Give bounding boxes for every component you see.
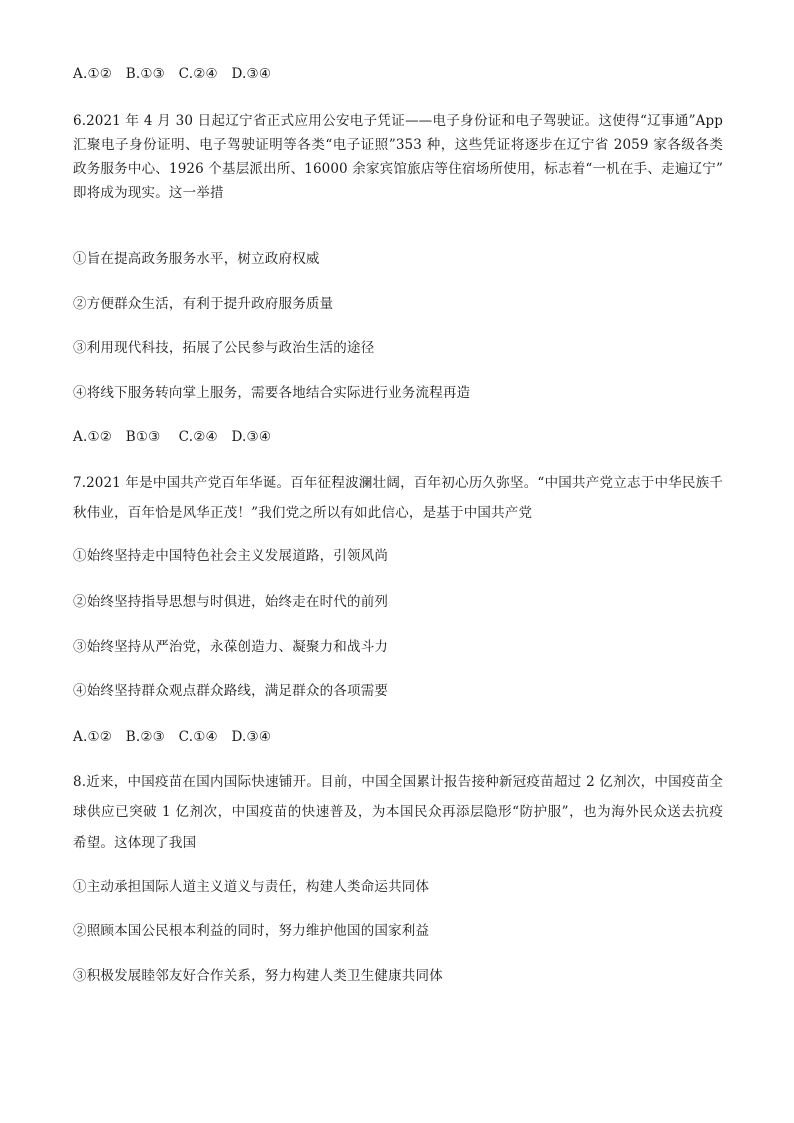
q8-option-1: ①主动承担国际人道主义道义与责任，构建人类命运共同体	[73, 879, 430, 895]
q7-option-3: ③始终坚持从严治党，永葆创造力、凝聚力和战斗力	[73, 639, 389, 655]
q8-stem-line-3: 希望。这体现了我国	[73, 835, 197, 851]
q8-option-2: ②照顾本国公民根本利益的同时，努力维护他国的国家利益	[73, 923, 430, 939]
q6-stem-line-1: 6.2021 年 4 月 30 日起辽宁省正式应用公安电子凭证——电子身份证和电子驾驶证。这使得“辽事通”App	[73, 113, 723, 129]
q6-stem-line-4: 即将成为现实。这一举措	[73, 185, 224, 201]
q5-answer-choices: A.①② B.①③ C.②④ D.③④	[73, 66, 272, 82]
q6-option-2: ②方便群众生活，有利于提升政府服务质量	[73, 296, 334, 312]
q6-answer-choices: A.①② B①③ C.②④ D.③④	[73, 429, 272, 445]
q8-option-3: ③积极发展睦邻友好合作关系，努力构建人类卫生健康共同体	[73, 968, 443, 984]
q6-option-3: ③利用现代科技，拓展了公民参与政治生活的途径	[73, 340, 375, 356]
q6-option-4: ④将线下服务转向掌上服务，需要各地结合实际进行业务流程再造	[73, 385, 471, 401]
q8-stem-line-1: 8.近来，中国疫苗在国内国际快速铺开。目前，中国全国累计报告接种新冠疫苗超过 2 亿剂次，中国疫苗全	[73, 774, 723, 790]
q6-option-1: ①旨在提高政务服务水平，树立政府权威	[73, 251, 320, 267]
q7-stem-line-1: 7.2021 年是中国共产党百年华诞。百年征程波澜壮阔，百年初心历久弥坚。“中国共产党立志于中华民族千	[73, 475, 723, 491]
q6-stem-line-3: 政务服务中心、1926 个基层派出所、16000 余家宾馆旅店等住宿场所使用，标志着“一机在手、走遍辽宁”	[73, 161, 723, 177]
q7-option-2: ②始终坚持指导思想与时俱进，始终走在时代的前列	[73, 594, 389, 610]
q7-option-4: ④始终坚持群众观点群众路线，满足群众的各项需要	[73, 683, 389, 699]
q7-option-1: ①始终坚持走中国特色社会主义发展道路，引领风尚	[73, 548, 389, 564]
q8-stem-line-2: 球供应已突破 1 亿剂次，中国疫苗的快速普及，为本国民众再添层隐形“防护服”，也为海外民众送去抗疫	[73, 804, 723, 820]
q7-stem-line-2: 秋伟业，百年恰是风华正茂！”我们党之所以有如此信心，是基于中国共产党	[73, 505, 533, 521]
q6-stem-line-2: 汇聚电子身份证明、电子驾驶证明等各类“电子证照”353 种，这些凭证将逐步在辽宁省 2059 家各级各类	[73, 137, 723, 153]
q7-answer-choices: A.①② B.②③ C.①④ D.③④	[73, 729, 272, 745]
